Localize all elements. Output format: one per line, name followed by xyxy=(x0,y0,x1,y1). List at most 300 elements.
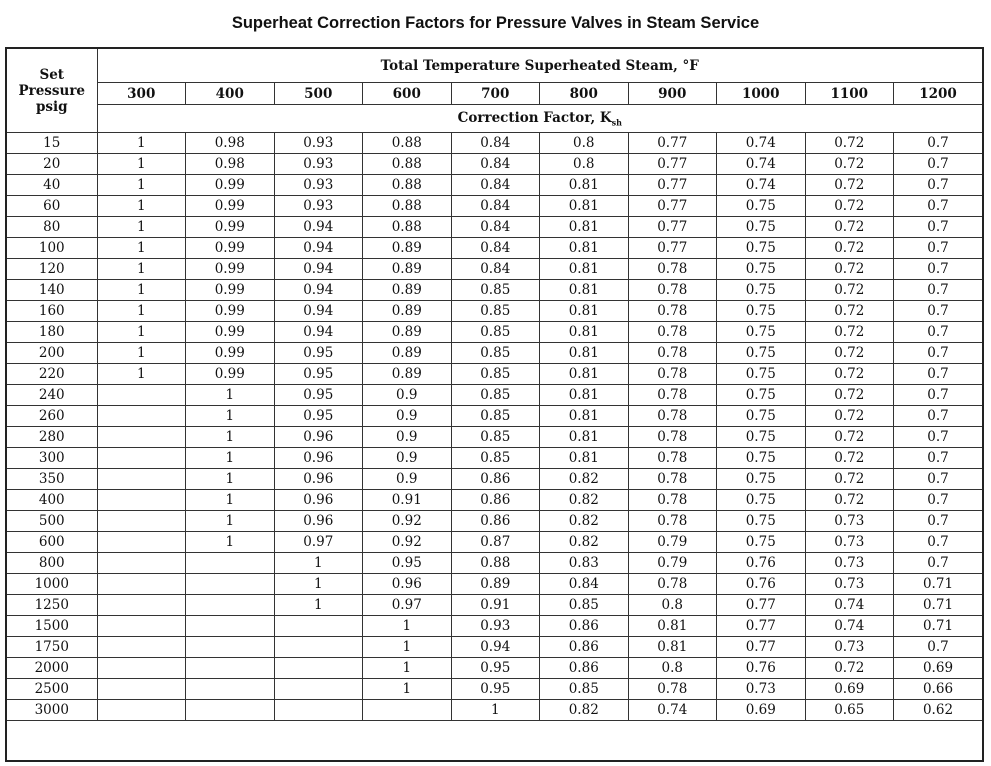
factor-cell: 0.84 xyxy=(451,217,540,238)
factor-cell: 1 xyxy=(186,469,275,490)
factor-cell: 0.72 xyxy=(805,385,894,406)
factor-cell xyxy=(97,427,186,448)
factor-cell: 0.94 xyxy=(274,322,363,343)
factor-cell: 0.72 xyxy=(805,238,894,259)
pressure-cell: 100 xyxy=(7,238,97,259)
factor-cell: 0.81 xyxy=(540,280,629,301)
factor-cell: 0.7 xyxy=(894,427,983,448)
table-row xyxy=(7,133,982,154)
pressure-cell: 120 xyxy=(7,259,97,280)
factor-cell: 0.96 xyxy=(274,490,363,511)
factor-cell: 0.75 xyxy=(717,259,806,280)
pressure-cell: 600 xyxy=(7,532,97,553)
factor-cell: 0.94 xyxy=(274,238,363,259)
factor-cell: 0.78 xyxy=(628,280,717,301)
factor-cell: 0.78 xyxy=(628,364,717,385)
temperature-column-header: 400 xyxy=(186,83,275,105)
factor-cell: 0.75 xyxy=(717,385,806,406)
correction-factor-header xyxy=(97,105,982,133)
factor-cell: 0.77 xyxy=(717,616,806,637)
factor-cell xyxy=(274,679,363,700)
factor-cell: 0.7 xyxy=(894,196,983,217)
table-row xyxy=(7,511,982,532)
factor-cell: 0.88 xyxy=(451,553,540,574)
factor-cell: 0.97 xyxy=(274,532,363,553)
pressure-cell: 1250 xyxy=(7,595,97,616)
temperature-column-header: 800 xyxy=(540,83,629,105)
table-row xyxy=(7,217,982,238)
factor-cell: 0.93 xyxy=(274,175,363,196)
factor-cell: 0.74 xyxy=(717,154,806,175)
factor-cell: 0.75 xyxy=(717,217,806,238)
table-row xyxy=(7,154,982,175)
factor-cell: 0.86 xyxy=(540,616,629,637)
factor-cell: 0.85 xyxy=(451,301,540,322)
factor-cell: 0.95 xyxy=(274,343,363,364)
factor-cell: 0.93 xyxy=(451,616,540,637)
factor-cell: 0.72 xyxy=(805,490,894,511)
blank-row xyxy=(7,721,982,764)
factor-cell xyxy=(97,658,186,679)
table-row xyxy=(7,322,982,343)
factor-cell: 0.73 xyxy=(805,637,894,658)
factor-cell: 0.76 xyxy=(717,553,806,574)
pressure-cell: 300 xyxy=(7,448,97,469)
set-pressure-header xyxy=(7,49,97,133)
factor-cell: 0.95 xyxy=(274,406,363,427)
factor-cell: 0.78 xyxy=(628,490,717,511)
factor-cell: 1 xyxy=(97,322,186,343)
pressure-cell: 60 xyxy=(7,196,97,217)
factor-cell: 0.81 xyxy=(540,301,629,322)
factor-cell: 0.75 xyxy=(717,532,806,553)
factor-cell: 0.78 xyxy=(628,574,717,595)
factor-cell: 0.85 xyxy=(451,448,540,469)
factor-cell: 0.88 xyxy=(363,175,452,196)
factor-cell: 0.7 xyxy=(894,448,983,469)
factor-cell: 0.75 xyxy=(717,343,806,364)
factor-cell: 0.96 xyxy=(274,427,363,448)
pressure-cell: 80 xyxy=(7,217,97,238)
pressure-cell: 180 xyxy=(7,322,97,343)
factor-cell: 0.7 xyxy=(894,217,983,238)
factor-cell: 0.72 xyxy=(805,133,894,154)
factor-cell: 0.93 xyxy=(274,196,363,217)
factor-cell: 0.81 xyxy=(540,322,629,343)
factor-cell: 0.79 xyxy=(628,553,717,574)
factor-cell: 0.99 xyxy=(186,259,275,280)
factor-cell: 0.78 xyxy=(628,385,717,406)
correction-factor-table xyxy=(5,47,984,762)
factor-cell xyxy=(97,574,186,595)
pressure-cell: 3000 xyxy=(7,700,97,721)
pressure-cell: 1750 xyxy=(7,637,97,658)
factor-cell: 0.81 xyxy=(628,637,717,658)
factor-cell: 1 xyxy=(451,700,540,721)
factor-cell: 1 xyxy=(363,637,452,658)
factor-cell: 1 xyxy=(186,427,275,448)
factor-cell: 0.75 xyxy=(717,406,806,427)
factor-cell: 0.81 xyxy=(628,616,717,637)
factor-cell: 0.81 xyxy=(540,343,629,364)
factor-cell: 1 xyxy=(274,574,363,595)
factor-cell: 0.83 xyxy=(540,553,629,574)
table-row xyxy=(7,280,982,301)
factor-cell: 0.82 xyxy=(540,511,629,532)
factor-cell: 0.82 xyxy=(540,700,629,721)
factor-cell: 0.72 xyxy=(805,448,894,469)
factor-cell: 0.86 xyxy=(451,511,540,532)
factor-cell: 0.85 xyxy=(451,364,540,385)
table-row xyxy=(7,406,982,427)
factor-cell xyxy=(97,469,186,490)
factor-cell: 0.71 xyxy=(894,595,983,616)
factor-cell: 1 xyxy=(363,658,452,679)
table-row xyxy=(7,259,982,280)
factor-cell: 0.84 xyxy=(540,574,629,595)
factor-cell: 0.73 xyxy=(717,679,806,700)
pressure-cell: 350 xyxy=(7,469,97,490)
factor-cell: 0.85 xyxy=(451,385,540,406)
correction-factor-label: Correction Factor, K xyxy=(457,109,612,126)
table-row xyxy=(7,427,982,448)
factor-cell: 0.81 xyxy=(540,238,629,259)
factor-cell: 0.75 xyxy=(717,448,806,469)
factor-cell: 0.95 xyxy=(274,385,363,406)
factor-cell: 0.77 xyxy=(628,217,717,238)
factor-cell: 0.85 xyxy=(451,280,540,301)
factor-cell: 1 xyxy=(97,301,186,322)
factor-cell: 1 xyxy=(186,511,275,532)
pressure-cell: 240 xyxy=(7,385,97,406)
blank-cell xyxy=(7,721,982,764)
factor-cell: 0.78 xyxy=(628,469,717,490)
factor-cell: 1 xyxy=(97,154,186,175)
temperature-column-header: 1100 xyxy=(805,83,894,105)
correction-factor-subscript: sh xyxy=(611,117,622,128)
factor-cell: 0.86 xyxy=(451,490,540,511)
factor-cell: 0.72 xyxy=(805,175,894,196)
factor-cell: 1 xyxy=(97,175,186,196)
factor-cell: 0.76 xyxy=(717,658,806,679)
factor-cell: 0.66 xyxy=(894,679,983,700)
factor-cell: 0.7 xyxy=(894,175,983,196)
factor-cell: 0.71 xyxy=(894,616,983,637)
factor-cell: 0.81 xyxy=(540,448,629,469)
factor-cell: 0.89 xyxy=(363,322,452,343)
factor-cell: 0.7 xyxy=(894,490,983,511)
pressure-cell: 2500 xyxy=(7,679,97,700)
factor-cell: 0.77 xyxy=(628,238,717,259)
factor-cell: 0.95 xyxy=(363,553,452,574)
factor-cell: 0.85 xyxy=(451,406,540,427)
table-row xyxy=(7,595,982,616)
factor-cell: 1 xyxy=(186,385,275,406)
factor-cell: 0.74 xyxy=(717,133,806,154)
factor-cell: 0.8 xyxy=(540,154,629,175)
factor-cell: 0.72 xyxy=(805,343,894,364)
factor-cell: 0.88 xyxy=(363,217,452,238)
table-row xyxy=(7,175,982,196)
factor-cell: 0.94 xyxy=(274,259,363,280)
factor-cell: 0.75 xyxy=(717,469,806,490)
factor-cell: 1 xyxy=(97,343,186,364)
factor-cell xyxy=(363,700,452,721)
factor-cell: 0.95 xyxy=(451,658,540,679)
factor-cell: 0.72 xyxy=(805,259,894,280)
factor-cell: 0.94 xyxy=(274,280,363,301)
factor-cell: 0.75 xyxy=(717,196,806,217)
factor-cell: 0.99 xyxy=(186,322,275,343)
factor-cell: 0.92 xyxy=(363,511,452,532)
factor-cell: 1 xyxy=(97,364,186,385)
table-row xyxy=(7,637,982,658)
factor-cell: 0.99 xyxy=(186,280,275,301)
table-row xyxy=(7,700,982,721)
temperature-column-header: 300 xyxy=(97,83,186,105)
factor-cell: 1 xyxy=(186,448,275,469)
factor-cell: 0.65 xyxy=(805,700,894,721)
temperature-header: Total Temperature Superheated Steam, °F xyxy=(97,49,982,83)
temperature-column-header: 600 xyxy=(363,83,452,105)
pressure-cell: 280 xyxy=(7,427,97,448)
factor-cell xyxy=(186,595,275,616)
factor-cell: 0.7 xyxy=(894,511,983,532)
factor-cell: 0.77 xyxy=(628,133,717,154)
factor-cell: 0.72 xyxy=(805,196,894,217)
factor-cell: 0.99 xyxy=(186,217,275,238)
table-row xyxy=(7,679,982,700)
factor-cell: 0.74 xyxy=(717,175,806,196)
factor-cell: 0.75 xyxy=(717,238,806,259)
factor-cell: 0.73 xyxy=(805,511,894,532)
header-line: psig xyxy=(35,98,68,115)
table-row xyxy=(7,616,982,637)
factor-cell: 0.7 xyxy=(894,154,983,175)
factor-cell: 0.85 xyxy=(540,679,629,700)
factor-cell: 0.74 xyxy=(628,700,717,721)
factor-cell: 0.84 xyxy=(451,238,540,259)
page-title: Superheat Correction Factors for Pressure Valves in Steam Service xyxy=(231,14,760,32)
factor-cell: 0.91 xyxy=(451,595,540,616)
temperature-column-header: 1000 xyxy=(717,83,806,105)
factor-cell: 1 xyxy=(186,532,275,553)
factor-cell: 1 xyxy=(97,217,186,238)
factor-cell: 0.9 xyxy=(363,448,452,469)
factor-cell: 0.79 xyxy=(628,532,717,553)
factor-cell: 0.8 xyxy=(628,595,717,616)
factor-cell: 0.81 xyxy=(540,259,629,280)
temperature-column-header: 700 xyxy=(451,83,540,105)
factor-cell: 0.74 xyxy=(805,616,894,637)
factor-cell: 0.81 xyxy=(540,175,629,196)
factor-cell: 0.94 xyxy=(274,217,363,238)
factor-cell: 0.88 xyxy=(363,196,452,217)
pressure-cell: 1500 xyxy=(7,616,97,637)
factor-cell: 0.7 xyxy=(894,469,983,490)
factor-cell: 0.72 xyxy=(805,217,894,238)
factor-cell: 0.9 xyxy=(363,385,452,406)
factor-cell: 0.81 xyxy=(540,364,629,385)
factor-cell: 0.89 xyxy=(363,301,452,322)
pressure-cell: 2000 xyxy=(7,658,97,679)
factor-cell: 0.99 xyxy=(186,301,275,322)
factor-cell: 0.89 xyxy=(363,364,452,385)
factor-cell: 0.86 xyxy=(540,637,629,658)
pressure-cell: 200 xyxy=(7,343,97,364)
factor-cell: 0.87 xyxy=(451,532,540,553)
factor-cell: 1 xyxy=(363,616,452,637)
factor-cell: 0.78 xyxy=(628,259,717,280)
factor-cell xyxy=(274,700,363,721)
factor-cell: 0.86 xyxy=(451,469,540,490)
factor-cell: 0.82 xyxy=(540,490,629,511)
factor-cell: 0.89 xyxy=(363,280,452,301)
factor-cell xyxy=(274,616,363,637)
factor-cell: 0.84 xyxy=(451,259,540,280)
factor-cell: 0.84 xyxy=(451,133,540,154)
factor-cell: 0.75 xyxy=(717,364,806,385)
factor-cell xyxy=(97,595,186,616)
factor-cell: 0.7 xyxy=(894,532,983,553)
table-row xyxy=(7,532,982,553)
factor-cell: 0.88 xyxy=(363,154,452,175)
factor-cell: 1 xyxy=(97,196,186,217)
factor-cell: 0.7 xyxy=(894,343,983,364)
factor-cell xyxy=(97,532,186,553)
factor-cell: 0.72 xyxy=(805,658,894,679)
factor-cell: 1 xyxy=(274,553,363,574)
table-row xyxy=(7,385,982,406)
factor-cell xyxy=(97,637,186,658)
factor-cell: 0.75 xyxy=(717,490,806,511)
table-row xyxy=(7,343,982,364)
factor-cell: 0.69 xyxy=(717,700,806,721)
factor-cell: 0.62 xyxy=(894,700,983,721)
pressure-cell: 500 xyxy=(7,511,97,532)
pressure-cell: 1000 xyxy=(7,574,97,595)
factor-cell: 0.85 xyxy=(540,595,629,616)
factor-cell: 0.75 xyxy=(717,511,806,532)
header-line: Pressure xyxy=(18,82,86,99)
factor-cell: 0.93 xyxy=(274,154,363,175)
factor-cell: 0.69 xyxy=(805,679,894,700)
pressure-cell: 400 xyxy=(7,490,97,511)
factor-cell: 0.75 xyxy=(717,427,806,448)
factor-cell: 0.85 xyxy=(451,322,540,343)
factor-cell: 0.96 xyxy=(274,511,363,532)
factor-cell: 0.72 xyxy=(805,154,894,175)
factor-cell: 0.7 xyxy=(894,133,983,154)
factor-cell: 0.72 xyxy=(805,280,894,301)
table-row xyxy=(7,301,982,322)
factor-cell: 0.9 xyxy=(363,469,452,490)
factor-cell: 0.75 xyxy=(717,280,806,301)
factor-cell: 0.96 xyxy=(363,574,452,595)
factor-cell: 0.89 xyxy=(363,343,452,364)
factor-cell: 0.73 xyxy=(805,574,894,595)
factor-cell: 0.99 xyxy=(186,196,275,217)
factor-cell xyxy=(97,448,186,469)
factor-cell xyxy=(186,700,275,721)
factor-cell: 0.71 xyxy=(894,574,983,595)
factor-cell: 0.7 xyxy=(894,364,983,385)
factor-cell: 0.99 xyxy=(186,364,275,385)
factor-cell: 0.96 xyxy=(274,469,363,490)
factor-cell: 0.89 xyxy=(451,574,540,595)
factor-cell: 0.84 xyxy=(451,154,540,175)
factor-cell: 0.72 xyxy=(805,427,894,448)
factor-cell: 1 xyxy=(97,280,186,301)
factor-cell: 0.72 xyxy=(805,364,894,385)
table-row xyxy=(7,469,982,490)
factor-cell: 0.76 xyxy=(717,574,806,595)
factor-cell: 0.7 xyxy=(894,322,983,343)
temperature-column-header: 500 xyxy=(274,83,363,105)
factor-cell: 0.7 xyxy=(894,259,983,280)
factor-cell: 0.81 xyxy=(540,406,629,427)
factor-cell: 0.78 xyxy=(628,343,717,364)
factor-cell: 0.95 xyxy=(451,679,540,700)
table-row xyxy=(7,553,982,574)
factor-cell: 0.69 xyxy=(894,658,983,679)
pressure-cell: 220 xyxy=(7,364,97,385)
factor-cell: 0.72 xyxy=(805,301,894,322)
temperature-column-header: 900 xyxy=(628,83,717,105)
factor-cell: 0.82 xyxy=(540,532,629,553)
factor-cell: 0.8 xyxy=(540,133,629,154)
factor-cell xyxy=(97,385,186,406)
factor-cell: 0.74 xyxy=(805,595,894,616)
factor-cell xyxy=(186,616,275,637)
pressure-cell: 140 xyxy=(7,280,97,301)
pressure-cell: 160 xyxy=(7,301,97,322)
factor-cell xyxy=(97,406,186,427)
factor-cell: 0.97 xyxy=(363,595,452,616)
factor-cell: 0.78 xyxy=(628,427,717,448)
factor-cell: 0.84 xyxy=(451,175,540,196)
factor-cell: 1 xyxy=(97,259,186,280)
factor-cell xyxy=(97,511,186,532)
factor-cell xyxy=(274,658,363,679)
factor-cell: 0.98 xyxy=(186,154,275,175)
factor-cell: 1 xyxy=(186,406,275,427)
factor-cell: 0.75 xyxy=(717,301,806,322)
factor-cell xyxy=(274,637,363,658)
factor-cell: 0.86 xyxy=(540,658,629,679)
factor-cell xyxy=(97,700,186,721)
factor-cell xyxy=(186,553,275,574)
factor-cell: 0.72 xyxy=(805,406,894,427)
factor-cell: 0.96 xyxy=(274,448,363,469)
pressure-cell: 260 xyxy=(7,406,97,427)
factor-cell: 0.78 xyxy=(628,301,717,322)
factor-cell: 1 xyxy=(97,238,186,259)
factor-cell: 0.93 xyxy=(274,133,363,154)
factor-cell: 0.72 xyxy=(805,322,894,343)
factor-cell: 1 xyxy=(363,679,452,700)
factor-cell: 1 xyxy=(97,133,186,154)
factor-cell: 0.78 xyxy=(628,511,717,532)
pressure-cell: 20 xyxy=(7,154,97,175)
factor-cell xyxy=(97,679,186,700)
factor-cell: 0.8 xyxy=(628,658,717,679)
factor-cell: 0.81 xyxy=(540,385,629,406)
factor-cell: 0.81 xyxy=(540,217,629,238)
factor-cell xyxy=(186,637,275,658)
factor-cell: 0.84 xyxy=(451,196,540,217)
factor-cell: 0.78 xyxy=(628,679,717,700)
